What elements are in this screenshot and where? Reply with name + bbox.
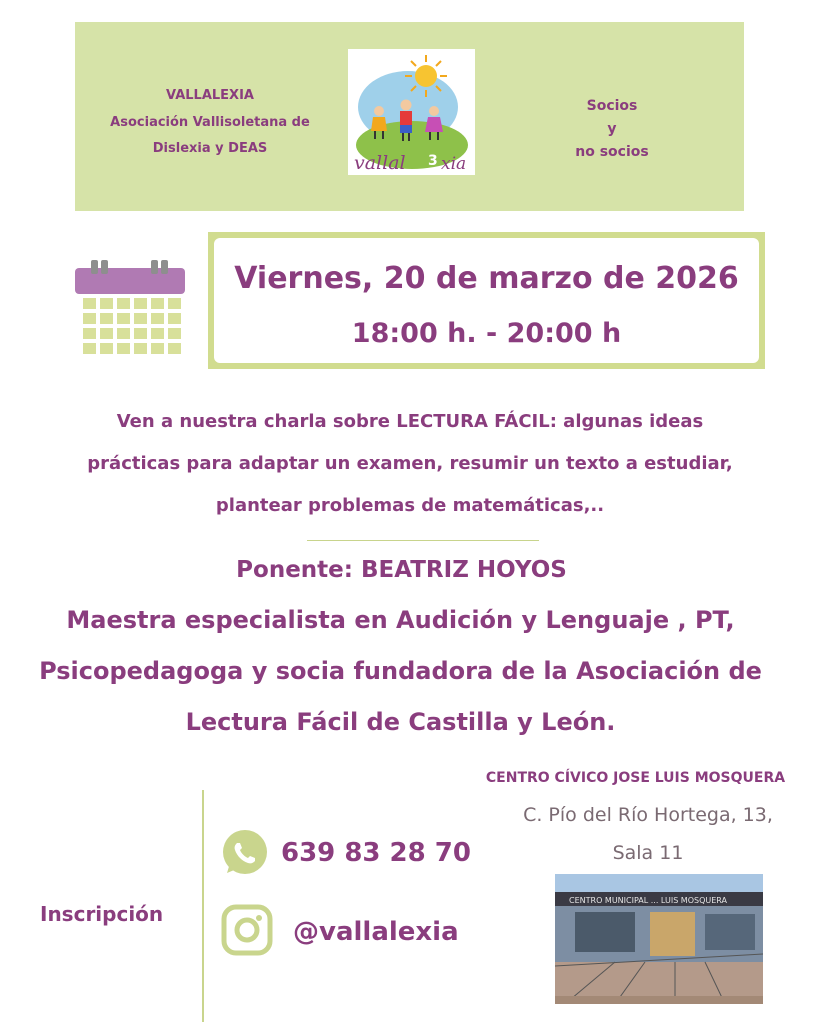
audience-and: y <box>607 121 617 137</box>
logo-text-number: 3 <box>428 153 438 169</box>
org-name: VALLALEXIA <box>166 88 254 103</box>
description-line-3: plantear problemas de matemáticas,.. <box>215 495 605 516</box>
venue-address: C. Pío del Río Hortega, 13, <box>523 804 773 826</box>
event-date: Viernes, 20 de marzo de 2026 <box>234 261 739 296</box>
phone-number[interactable]: 639 83 28 70 <box>281 838 471 868</box>
audience-members: Socios <box>586 98 638 114</box>
venue-room: Sala 11 <box>612 842 684 864</box>
instagram-handle[interactable]: @vallalexia <box>293 917 459 947</box>
description-line-2: prácticas para adaptar un examen, resumir un texto a estudiar, <box>87 453 733 474</box>
speaker-bio-line-3: Lectura Fácil de Castilla y León. <box>185 708 616 736</box>
logo-text-prefix: vallal <box>354 152 406 174</box>
description-line-1: Ven a nuestra charla sobre LECTURA FÁCIL: algunas ideas <box>116 411 704 432</box>
venue-sign-text: CENTRO MUNICIPAL ... LUIS MOSQUERA <box>569 896 727 905</box>
venue-name: CENTRO CÍVICO JOSE LUIS MOSQUERA <box>485 770 786 786</box>
speaker-heading: Ponente: BEATRIZ HOYOS <box>236 557 567 583</box>
event-time: 18:00 h. - 20:00 h <box>351 318 622 349</box>
org-fullname-line1: Asociación Vallisoletana de <box>110 115 310 130</box>
instagram-icon <box>221 904 273 956</box>
speaker-bio-line-2: Psicopedagoga y socia fundadora de la Asociación de <box>39 657 762 685</box>
event-date-box <box>208 232 765 369</box>
audience-non-members: no socios <box>575 144 649 160</box>
logo-text-suffix: xia <box>441 154 467 174</box>
divider <box>307 540 539 541</box>
vallalexia-logo <box>348 49 475 175</box>
event-date-inner <box>214 238 759 363</box>
venue-photo <box>555 874 763 1004</box>
registration-label: Inscripción <box>40 902 164 926</box>
header-banner <box>75 22 744 211</box>
vertical-divider <box>202 790 204 1022</box>
whatsapp-icon <box>221 829 269 877</box>
org-fullname-line2: Dislexia y DEAS <box>152 141 268 156</box>
speaker-bio-line-1: Maestra especialista en Audición y Lenguaje , PT, <box>66 606 735 634</box>
calendar-icon <box>75 258 185 360</box>
